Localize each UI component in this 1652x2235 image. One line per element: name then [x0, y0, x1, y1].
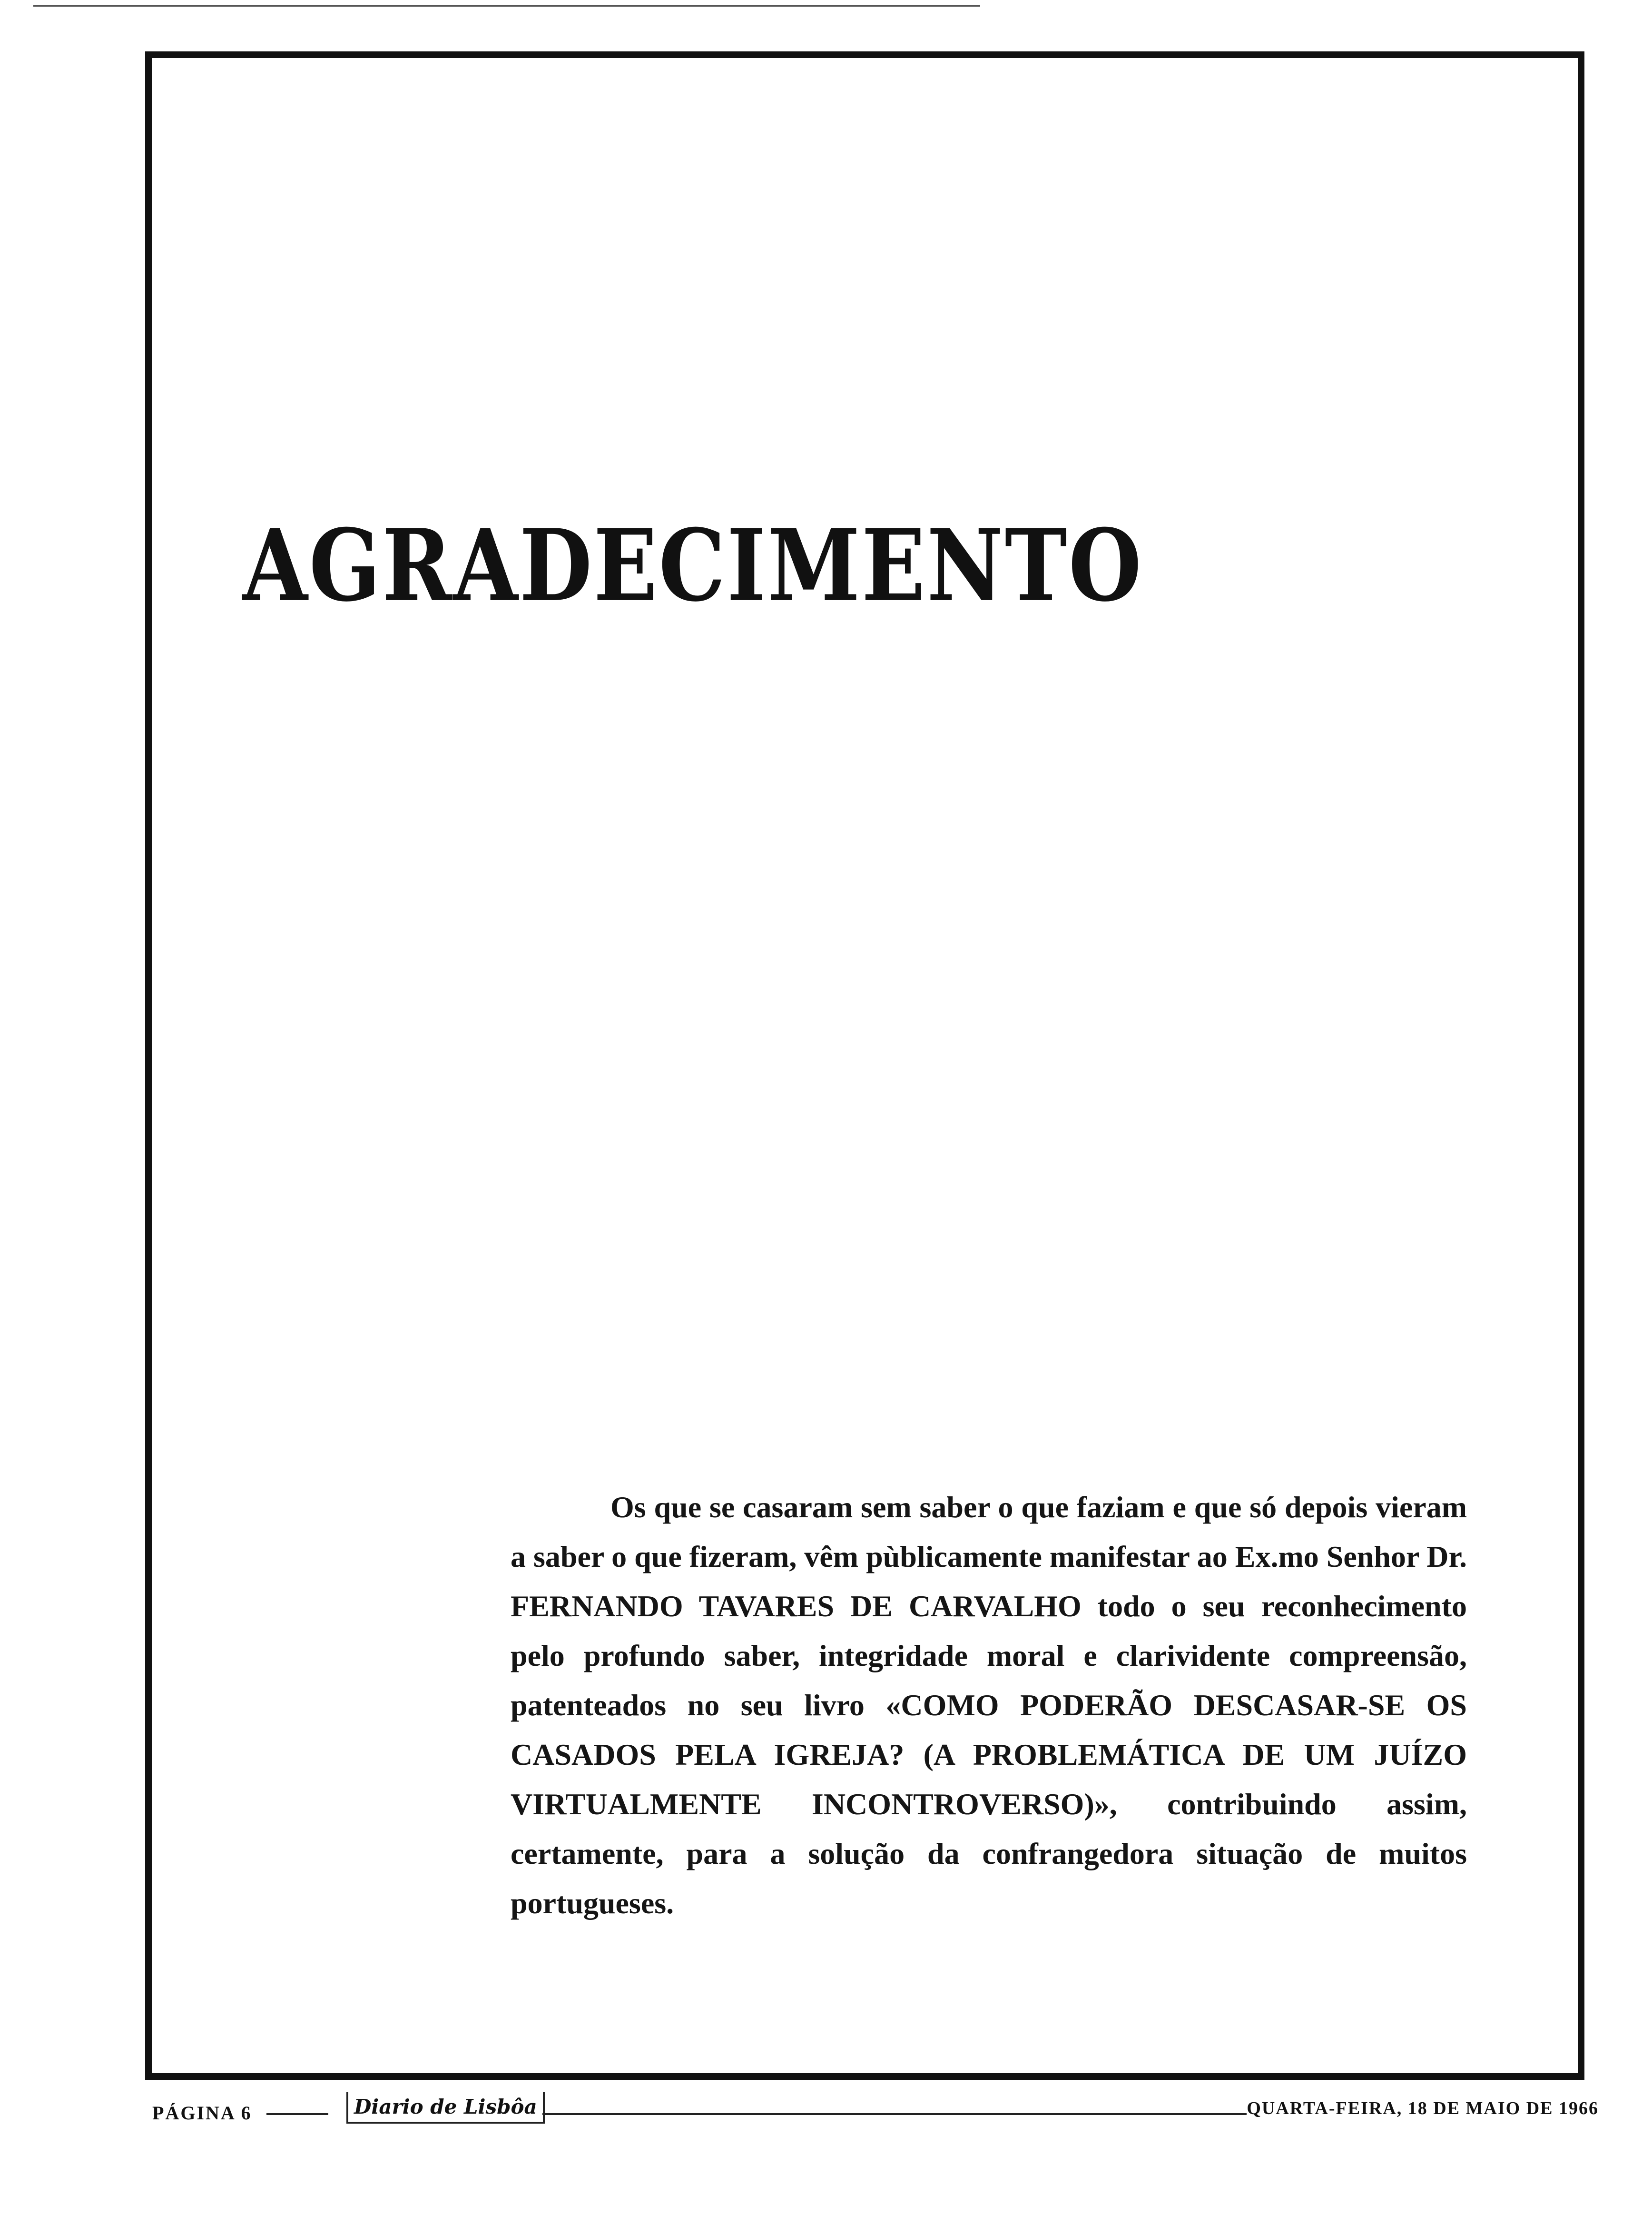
advert-headline: AGRADECIMENTO — [243, 507, 1143, 624]
advert-body-text: Os que se casaram sem saber o que faziam e que só depois vieram a saber o que fizeram, vêm pùblicamente manifestar ao Ex.mo Senhor Dr. FERNANDO TAVARES DE CARVALHO todo o seu reconhecimento pelo profundo saber, integridade moral e clarividente compreensão, patenteados no seu livro «COMO PODERÃO DESCASAR-SE OS CASADOS PELA IGREJA? (A PROBLEMÁTICA DE UM JUÍZO VIRTUALMENTE INCONTROVERSO)», contribuindo assim, certamente, para a solução da confrangedora situação de muitos portugueses. — [511, 1490, 1467, 1920]
issue-date: QUARTA-FEIRA, 18 DE MAIO DE 1966 — [1247, 2098, 1599, 2118]
page-number: PÁGINA 6 — [152, 2102, 252, 2124]
footer-rule-right — [542, 2113, 1247, 2115]
footer-rule-left — [266, 2113, 328, 2115]
newspaper-masthead: Diario de Lisbôa — [346, 2092, 545, 2124]
top-rule — [33, 5, 980, 7]
page-footer — [152, 2095, 1599, 2131]
